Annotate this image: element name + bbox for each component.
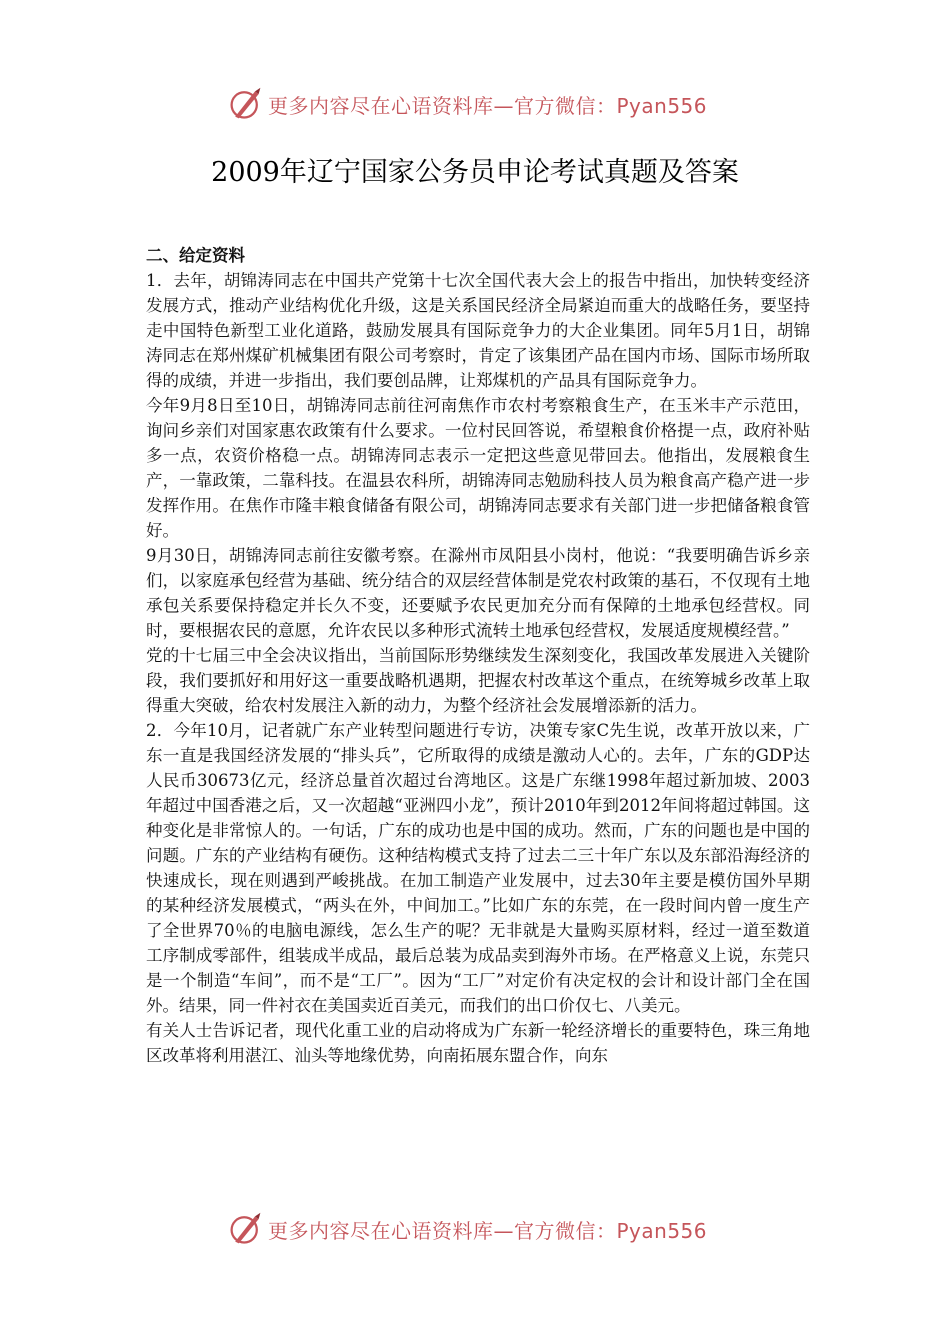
section-heading: 二、给定资料 [146, 246, 245, 265]
paragraph-6: 有关人士告诉记者，现代化重工业的启动将成为广东新一轮经济增长的重要特色，珠三角地区改革将利用湛江、汕头等地缘优势，向南拓展东盟合作，向东 [146, 1021, 810, 1065]
quill-pen-logo-icon [228, 1211, 264, 1247]
document-body [146, 243, 810, 1193]
paragraph-1: 1．去年，胡锦涛同志在中国共产党第十七次全国代表大会上的报告中指出，加快转变经济发展方式，推动产业结构优化升级，这是关系国民经济全局紧迫而重大的战略任务，要坚持走中国特色新型工业化道路，鼓励发展具有国际竞争力的大企业集团。同年5月1日，胡锦涛同志在郑州煤矿机械集团有限公司考察时，肯定了该集团产品在国内市场、国际市场所取得的成绩，并进一步指出，我们要创品牌，让郑煤机的产品具有国际竞争力。 [146, 271, 810, 390]
watermark-banner-top [228, 84, 748, 124]
watermark-text: 更多内容尽在心语资料库—官方微信：Pyan556 [268, 93, 708, 118]
paragraph-2: 今年9月8日至10日，胡锦涛同志前往河南焦作市农村考察粮食生产，在玉米丰产示范田，询问乡亲们对国家惠农政策有什么要求。一位村民回答说，希望粮食价格提一点，政府补贴多一点，农资价格稳一点。胡锦涛同志表示一定把这些意见带回去。他指出，发展粮食生产，一靠政策，二靠科技。在温县农科所，胡锦涛同志勉励科技人员为粮食高产稳产进一步发挥作用。在焦作市隆丰粮食储备有限公司，胡锦涛同志要求有关部门进一步把储备粮食管好。 [146, 396, 810, 540]
watermark-text: 更多内容尽在心语资料库—官方微信：Pyan556 [268, 1218, 708, 1243]
paragraph-4: 党的十七届三中全会决议指出，当前国际形势继续发生深刻变化，我国改革发展进入关键阶段，我们要抓好和用好这一重要战略机遇期，把握农村改革这个重点，在统筹城乡改革上取得重大突破，给农村发展注入新的动力，为整个经济社会发展增添新的活力。 [146, 646, 810, 715]
paragraph-3: 9月30日，胡锦涛同志前往安徽考察。在滁州市凤阳县小岗村，他说：“我要明确告诉乡亲们，以家庭承包经营为基础、统分结合的双层经营体制是党农村政策的基石，不仅现有土地承包关系要保持稳定并长久不变，还要赋予农民更加充分而有保障的土地承包经营权。同时，要根据农民的意愿，允许农民以多种形式流转土地承包经营权，发展适度规模经营。” [146, 546, 810, 640]
document-title: 2009年辽宁国家公务员申论考试真题及答案 [211, 157, 739, 188]
quill-pen-logo-icon [228, 86, 264, 122]
paragraph-5: 2．今年10月，记者就广东产业转型问题进行专访，决策专家C先生说，改革开放以来，广东一直是我国经济发展的“排头兵”，它所取得的成绩是激动人心的。去年，广东的GDP达人民币30673亿元，经济总量首次超过台湾地区。这是广东继1998年超过新加坡、2003年超过中国香港之后，又一次超越“亚洲四小龙”，预计2010年到2012年间将超过韩国。这种变化是非常惊人的。一句话，广东的成功也是中国的成功。然而，广东的问题也是中国的问题。广东的产业结构有硬伤。这种结构模式支持了过去二三十年广东以及东部沿海经济的快速成长，现在则遇到严峻挑战。在加工制造产业发展中，过去30年主要是模仿国外早期的某种经济发展模式，“两头在外，中间加工。”比如广东的东莞，在一段时间内曾一度生产了全世界70％的电脑电源线，怎么生产的呢？无非就是大量购买原材料，经过一道至数道工序制成零部件，组装成半成品，最后总装为成品卖到海外市场。在严格意义上说，东莞只是一个制造“车间”，而不是“工厂”。因为“工厂”对定价有决定权的会计和设计部门全在国外。结果，同一件衬衣在美国卖近百美元，而我们的出口价仅七、八美元。 [146, 721, 810, 1015]
watermark-banner-bottom [228, 1209, 748, 1249]
